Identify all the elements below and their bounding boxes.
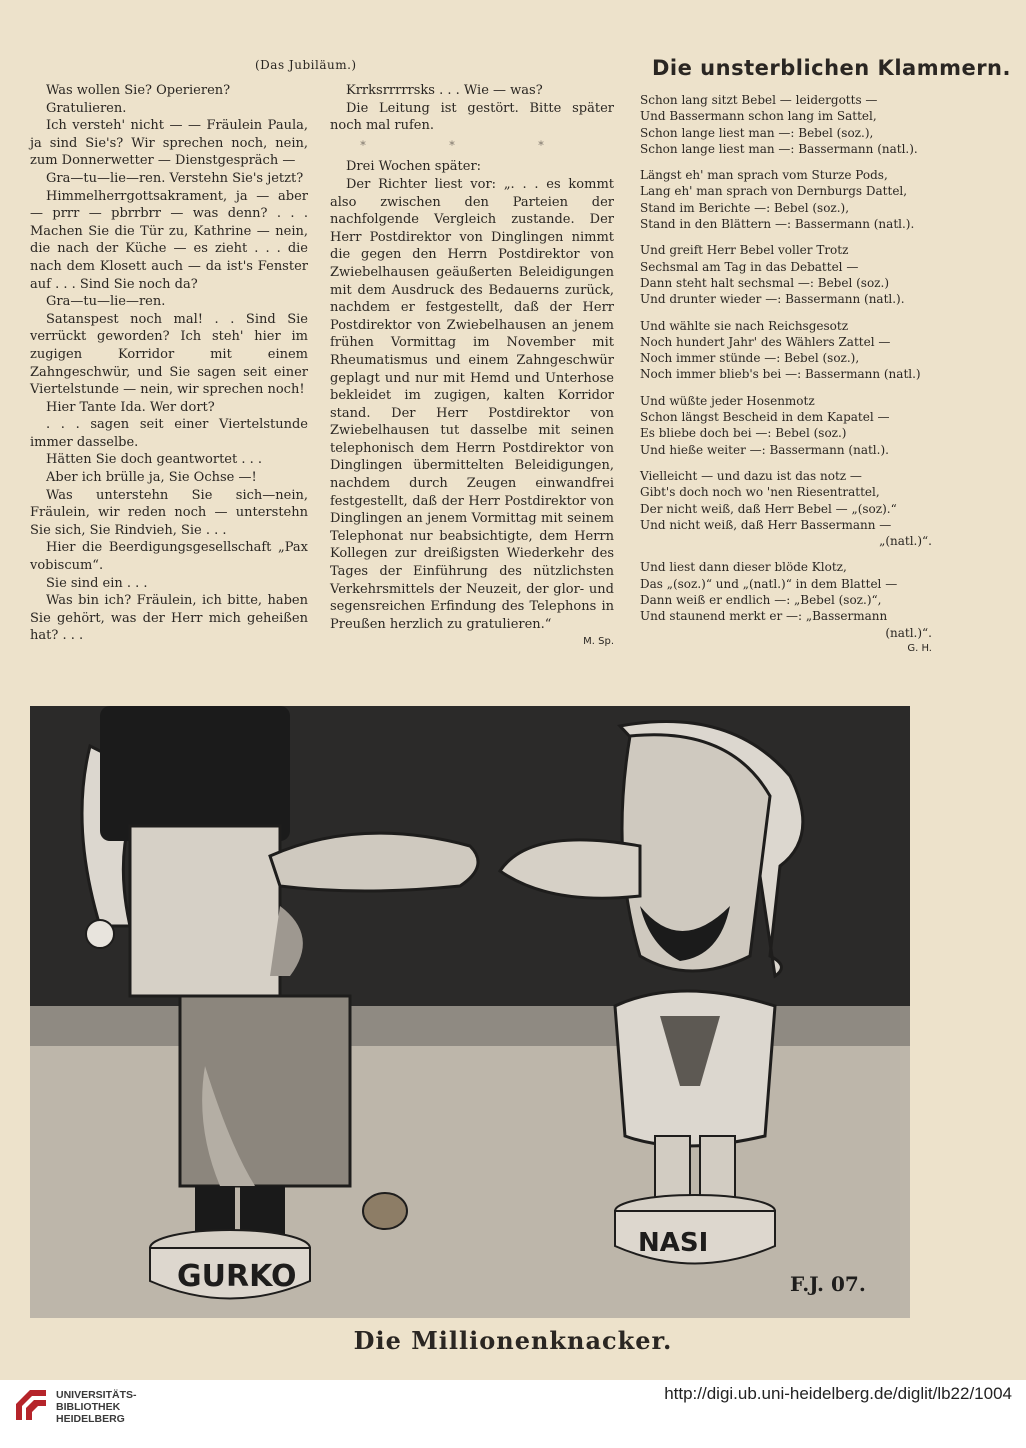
verse-line: Das „(soz.)“ und „(natl.)“ in dem Blattel — [640, 576, 898, 591]
verse-line: Und drunter wieder —: Bassermann (natl.). [640, 292, 905, 307]
paragraph: Ich versteh' nicht — — Fräulein Paula, ja sind Sie's? Wir sprechen noch, nein, zum Donnerwetter — Dienstgespräch — [30, 118, 308, 169]
paragraph: Hätten Sie doch geantwortet . . . [46, 452, 263, 468]
source-url-link[interactable]: http://digi.ub.uni-heidelberg.de/diglit/lb22/1004 [664, 1384, 1012, 1403]
verse-line: Schon lange liest man —: Bebel (soz.), [640, 125, 874, 140]
paragraph: Drei Wochen später: [346, 159, 482, 175]
verse-line: Lang eh' man sprach von Dernburgs Dattel, [640, 184, 908, 199]
verse-line: Und wählte sie nach Reichsgesotz [640, 318, 849, 333]
verse-line: Noch immer stünde —: Bebel (soz.), [640, 351, 860, 366]
text-column-2 [330, 82, 614, 651]
verse-line: Und hieße weiter —: Bassermann (natl.). [640, 442, 889, 457]
library-name [56, 1389, 137, 1425]
author-signature: G. H. [907, 642, 932, 654]
illustration-caption: Die Millionenknacker. [353, 1326, 673, 1355]
verse-line: Noch immer blieb's bei —: Bassermann (natl.) [640, 367, 921, 382]
verse-line: Und wüßte jeder Hosenmotz [640, 393, 815, 408]
stanza [640, 92, 932, 157]
paragraph: Was bin ich? Fräulein, ich bitte, haben Sie gehört, was der Herr mich geheißen hat? . . . [30, 593, 308, 644]
right-plaque-label: NASI [638, 1228, 709, 1258]
paragraph: Gra—tu—lie—ren. Verstehn Sie's jetzt? [46, 170, 304, 186]
author-signature: M. Sp. [583, 636, 614, 648]
paragraph: . . . sagen seit einer Viertelstunde immer dasselbe. [30, 417, 308, 450]
verse-line: Es bliebe doch bei —: Bebel (soz.) [640, 426, 847, 441]
verse-line: Dann steht halt sechsmal —: Bebel (soz.) [640, 275, 889, 290]
stanza [640, 242, 932, 307]
library-name-line: BIBLIOTHEK [56, 1401, 121, 1413]
artist-signature: F.J. 07. [790, 1272, 866, 1296]
verse-line: Schon lange liest man —: Bassermann (natl.). [640, 141, 918, 156]
paragraph: Satanspest noch mal! . . Sind Sie verrückt geworden? Ich steh' hier im zugigen Korridor mit einem Zahngeschwür, und Sie sagen seit einer Viertelstunde — nein, wir sprechen noch! [30, 311, 308, 398]
poem-title: Die unsterblichen Klammern. [652, 56, 1011, 80]
stanza [640, 559, 932, 640]
verse-line: Vielleicht — und dazu ist das notz — [640, 468, 862, 483]
library-name-line: HEIDELBERG [56, 1413, 125, 1425]
library-name-line: UNIVERSITÄTS- [56, 1389, 137, 1401]
verse-line: Und staunend merkt er —: „Bassermann [640, 609, 888, 624]
university-library-logo-icon [12, 1386, 50, 1424]
verse-line: Schon längst Bescheid in dem Kapatel — [640, 410, 890, 425]
paragraph: Aber ich brülle ja, Sie Ochse —! [46, 470, 257, 486]
verse-line: Schon lang sitzt Bebel — leidergotts — [640, 93, 878, 107]
verse-line: Noch hundert Jahr' des Wählers Zattel — [640, 334, 891, 349]
left-plaque-label: GURKO [177, 1259, 297, 1294]
paragraph: Hier die Beerdigungsgesellschaft „Pax vobiscum“. [30, 540, 308, 574]
verse-line: Und greift Herr Bebel voller Trotz [640, 243, 849, 258]
verse-line: Und Bassermann schon lang im Sattel, [640, 109, 877, 124]
paragraph: Himmelherrgottsakrament, ja — aber — prrr — pbrrbrr — was denn? . . . Machen Sie die Tür zu, Kathrine — nein, die nach der Küche — es zieht . . . die nach dem Klosett auch — da ist's Fenster auf . . . Sind Sie noch da? [30, 188, 308, 292]
verse-line: Dann weiß er endlich —: „Bebel (soz.)“, [640, 593, 882, 608]
column-header-subtitle: (Das Jubiläum.) [255, 58, 357, 72]
stanza [640, 468, 932, 549]
stanza [640, 393, 932, 458]
paragraph: Sie sind ein . . . [46, 575, 148, 591]
verse-line: (natl.)“. [885, 625, 932, 640]
verse-line: „(natl.)“. [879, 534, 932, 549]
paragraph: Gra—tu—lie—ren. [46, 294, 166, 310]
verse-line: Stand in den Blättern —: Bassermann (natl.). [640, 217, 915, 232]
section-break-stars: * * * [360, 138, 584, 152]
paragraph: Hier Tante Ida. Wer dort? [46, 399, 215, 415]
verse-line: Stand im Berichte —: Bebel (soz.), [640, 200, 850, 215]
verse-line: Längst eh' man sprach vom Sturze Pods, [640, 168, 888, 183]
text-column-1 [30, 82, 308, 645]
walnut [363, 1193, 407, 1229]
verse-line: Und nicht weiß, daß Herr Bassermann — [640, 517, 892, 532]
paragraph: Der Richter liest vor: „. . . es kommt also zwischen den Parteien der nachfolgende Vergleich zustande. Der Herr Postdirektor von Dinglingen nimmt die gegen den Herrn Postdirektor von Zwiebelhausen geäußerten Beleidigungen mit dem Ausdruck des Bedauerns zurück, nachdem er festgestellt, daß der Herr Postdirektor von Zwiebelhausen an jenem frühen Vormittag im November mit Rheumatismus und einem Zahngeschwür geplagt und nur mit Hemd und Unterhose bekleidet im zugigen, kalten Korridor stand. Der Herr Postdirektor von Zwiebelhausen tut dasselbe mit seinen telephonisch dem Herrn Postdirektor von Dinglingen übermittelten Beleidigungen, nachdem durch Zeugen einwandfrei festgestellt, daß der Herr Postdirektor von Dinglingen an jenem Vormittag mit seinem Telephonat nur beabsichtigte, dem Herrn Kollegen zur dreißigsten Wiederkehr des Tages der Einführung des nützlichsten Verkehrsmittels der Neuzeit, der glor- und segensreichen Erfindung des Telephons in Preußen herzlich zu gratulieren.“ [330, 176, 614, 632]
paragraph: Gratulieren. [46, 100, 127, 116]
stanza [640, 167, 932, 232]
verse-line: Gibt's doch noch wo 'nen Riesentrattel, [640, 485, 880, 500]
verse-line: Sechsmal am Tag in das Debattel — [640, 259, 859, 274]
paragraph: Was unterstehn Sie sich—nein, Fräulein, wir reden noch — unterstehn Sie sich, Sie Rindvieh, Sie . . . [30, 487, 308, 538]
poem-column [640, 92, 932, 657]
stanza [640, 318, 932, 383]
paragraph: Was wollen Sie? Operieren? [46, 83, 231, 98]
paragraph: Krrksrrrrrsks . . . Wie — was? [346, 83, 543, 98]
verse-line: Der nicht weiß, daß Herr Bebel — „(soz).“ [640, 501, 897, 516]
verse-line: Und liest dann dieser blöde Klotz, [640, 560, 847, 575]
nutcracker-illustration [30, 706, 910, 1318]
paragraph: Die Leitung ist gestört. Bitte später noch mal rufen. [330, 100, 614, 134]
